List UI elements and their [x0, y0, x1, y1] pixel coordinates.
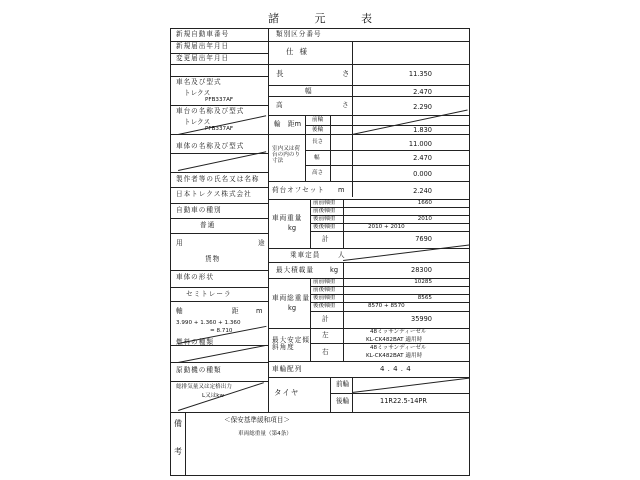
inner-width-label: 幅 [314, 155, 320, 161]
remarks-line-1: ＜保安基準緩和項目＞ [224, 416, 290, 424]
gvw-total-value: 35990 [411, 315, 432, 323]
use-label-2: 途 [258, 239, 266, 247]
width-value: 2.470 [413, 88, 432, 96]
change-reg-date-label: 変更届出年月日 [176, 54, 230, 62]
use-value: 貨物 [205, 255, 221, 263]
stability-left-line2: KL-CK482BAT 適用時 [366, 337, 423, 343]
new-reg-date-label: 新規届出年月日 [176, 42, 230, 50]
gvw-unit: kg [288, 304, 297, 312]
stability-right-line2: KL-CK482BAT 適用時 [366, 353, 423, 359]
use-label: 用 [176, 239, 184, 247]
rr-axle-label: 後後軸重 [313, 224, 336, 230]
exhaust-label: 総排気量又は定格出力 [176, 384, 232, 390]
rear-wheel-value: 1.830 [413, 126, 432, 134]
weight-total-label: 計 [322, 235, 329, 243]
stability-right-line1: 48ミッサンディーゼル [370, 345, 427, 351]
remarks-label-1: 備 [174, 419, 182, 428]
wheelbase-total: = 8.710 [210, 328, 233, 334]
chassis-code-value: PFB337AF [205, 126, 234, 132]
stability-left-label: 左 [322, 331, 329, 339]
gvw-fr-label: 前後軸重 [313, 287, 336, 293]
rear-wheel-label: 後輪 [312, 127, 324, 133]
inner-width-value: 2.470 [413, 154, 432, 162]
length-label: 長 [276, 69, 285, 78]
gvw-rf-label: 後前軸重 [313, 295, 336, 301]
cargo-dimensions-label: 室内又は荷台の内のり寸法 [272, 146, 300, 165]
spec-label: 仕様 [286, 47, 313, 56]
remarks-label-2: 考 [174, 447, 182, 456]
offset-label: 荷台オフセット [272, 186, 325, 194]
ff-axle-value: 1660 [417, 200, 432, 206]
class-code-label: 類別区分番号 [276, 30, 322, 38]
engine-type-label: 原動機の種類 [176, 366, 222, 374]
maker-value: 日本トレクス株式会社 [176, 190, 252, 198]
capacity-unit: 人 [338, 251, 345, 259]
body-shape-value: セミトレーラ [186, 290, 232, 298]
stability-right-label: 右 [322, 348, 329, 356]
title-char-2: 元 [314, 12, 326, 25]
offset-value: 2.240 [413, 187, 432, 195]
tire-rear-label: 後輪 [336, 397, 350, 405]
document-title [0, 10, 640, 26]
vehicle-weight-unit: kg [288, 224, 297, 232]
vehicle-weight-label: 車両重量 [272, 214, 303, 222]
gvw-rf-value: 8565 [417, 295, 432, 301]
model-name-value: トレクス [184, 89, 211, 97]
gvw-total-label: 計 [322, 315, 329, 323]
remarks-line-2: 車両総重量（第4条） [238, 431, 292, 437]
body-shape-label: 車体の形状 [176, 273, 214, 281]
wheel-label: 輪 [274, 120, 281, 128]
inner-height-label: 高さ [312, 170, 324, 176]
model-name-label: 車名及び型式 [176, 78, 222, 86]
inner-length-label: 長さ [312, 139, 324, 145]
max-load-value: 28300 [411, 266, 432, 274]
width-label: 幅 [305, 87, 313, 95]
new-reg-number-label: 新規自動車番号 [176, 30, 230, 38]
model-code-value: PFB337AF [205, 97, 234, 103]
offset-unit: m [338, 186, 345, 194]
vehicle-type-value: 普通 [200, 221, 216, 229]
wheelbase-unit: m [256, 307, 263, 315]
wheelbase-label-2: 距 [232, 307, 240, 315]
gvw-rr-label: 後後軸重 [313, 303, 336, 309]
wheel-arrangement-label: 車輪配列 [272, 365, 303, 373]
length-unit-char: さ [342, 69, 350, 78]
max-load-label: 最大積載量 [276, 266, 314, 274]
vehicle-type-label: 自動車の種別 [176, 206, 222, 214]
wheelbase-label: 軸 [176, 307, 184, 315]
title-char-3: 表 [361, 12, 372, 25]
rf-axle-value: 2010 [417, 216, 432, 222]
gvw-ff-value: 10285 [414, 279, 432, 285]
tire-rear-value: 11R22.5-14PR [380, 397, 427, 405]
height-unit-char: さ [342, 101, 349, 109]
ff-axle-label: 前前軸重 [313, 200, 336, 206]
wheelbase-formula: 3.990 + 1.360 + 1.360 [176, 320, 241, 326]
gvw-ff-label: 前前軸重 [313, 279, 336, 285]
length-value: 11.350 [408, 70, 432, 78]
fuel-type-label: 燃料の種類 [176, 338, 214, 346]
inner-height-value: 0.000 [413, 170, 432, 178]
gvw-rr-value: 8570 + 8570 [368, 303, 405, 309]
rr-axle-value: 2010 + 2010 [368, 224, 405, 230]
title-char-1: 諸 [268, 12, 279, 25]
maker-label: 製作者等の氏名又は名称 [176, 175, 260, 183]
inner-length-value: 11.000 [408, 140, 432, 148]
capacity-label: 乗車定員 [290, 251, 321, 259]
tire-front-label: 前輪 [336, 380, 350, 388]
tire-label: タイヤ [274, 388, 300, 397]
rf-axle-label: 後前軸重 [313, 216, 336, 222]
chassis-value: トレクス [184, 118, 211, 126]
front-wheel-label: 前輪 [312, 117, 324, 123]
wheel-arrangement-value: 4 . 4 . 4 [380, 365, 412, 373]
fr-axle-label: 前後軸重 [313, 208, 336, 214]
stability-left-line1: 48ミッサンディーゼル [370, 329, 427, 335]
chassis-label: 車台の名称及び型式 [176, 107, 245, 115]
wheel-label-2: 距m [288, 120, 302, 128]
height-value: 2.290 [413, 103, 432, 111]
max-load-unit: kg [330, 266, 339, 274]
weight-total-value: 7690 [415, 235, 432, 243]
height-label: 高 [276, 101, 284, 109]
body-name-label: 車体の名称及び型式 [176, 142, 245, 150]
gvw-label: 車両総重量 [272, 294, 310, 302]
stability-angle-label: 最大安定傾斜角度 [272, 336, 310, 352]
exhaust-unit: L又はkw [202, 393, 225, 399]
